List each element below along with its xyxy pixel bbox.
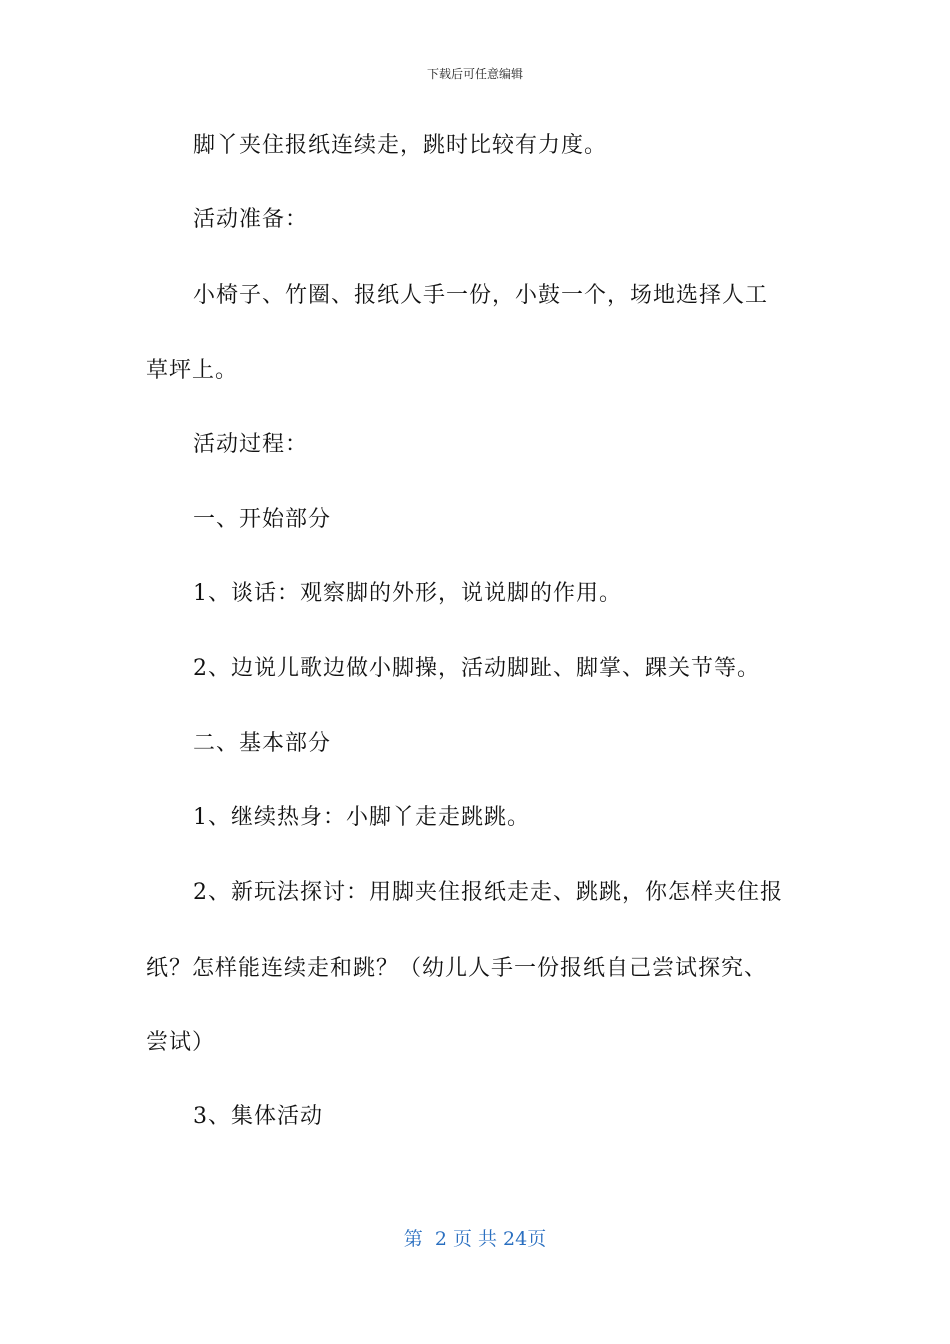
paragraph-line: 草坪上。 xyxy=(146,358,239,383)
paragraph-line: 小椅子、竹圈、报纸人手一份，小鼓一个，场地选择人工 xyxy=(193,283,769,308)
paragraph-line: 脚丫夹住报纸连续走，跳时比较有力度。 xyxy=(193,133,608,158)
paragraph-line: 尝试） xyxy=(146,1030,216,1055)
list-item: 1、谈话：观察脚的外形，说说脚的作用。 xyxy=(193,581,622,606)
section-heading: 活动过程： xyxy=(193,432,309,457)
list-item: 2、新玩法探讨：用脚夹住报纸走走、跳跳，你怎样夹住报 xyxy=(193,880,783,905)
paragraph-line: 纸？怎样能连续走和跳？（幼儿人手一份报纸自己尝试探究、 xyxy=(146,956,768,981)
page-header: 下载后可任意编辑 xyxy=(426,67,523,81)
list-item: 2、边说儿歌边做小脚操，活动脚趾、脚掌、踝关节等。 xyxy=(193,656,760,681)
list-item: 3、集体活动 xyxy=(193,1104,323,1129)
page-footer: 第 2 页 共 24页 xyxy=(403,1228,547,1250)
section-heading: 活动准备： xyxy=(193,207,309,232)
section-heading: 一、开始部分 xyxy=(193,507,332,532)
section-heading: 二、基本部分 xyxy=(193,731,332,756)
list-item: 1、继续热身：小脚丫走走跳跳。 xyxy=(193,805,530,830)
